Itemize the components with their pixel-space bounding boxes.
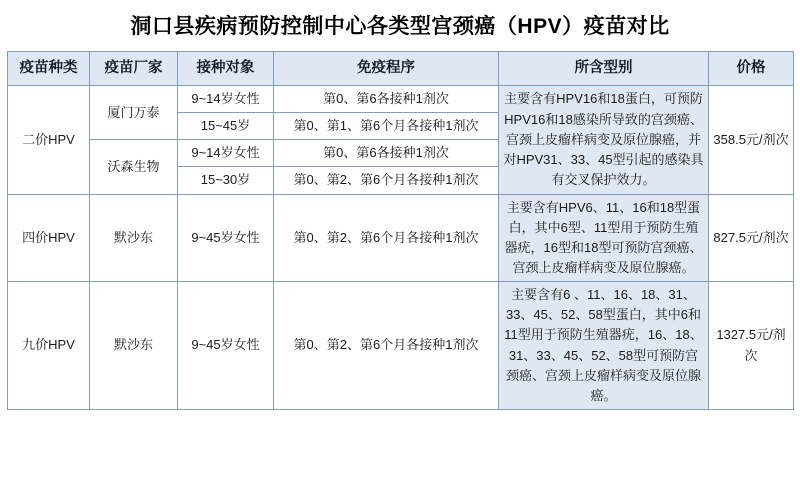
column-header-price: 价格 — [709, 52, 794, 86]
cell-target-population: 9~45岁女性 — [178, 282, 274, 410]
cell-target-population: 9~45岁女性 — [178, 194, 274, 282]
cell-manufacturer: 默沙东 — [90, 194, 178, 282]
cell-immunization-program: 第0、第6各接种1剂次 — [274, 86, 499, 113]
table-header-row — [8, 52, 794, 86]
column-header-manufacturer: 疫苗厂家 — [90, 52, 178, 86]
table-header — [8, 52, 794, 86]
cell-price: 1327.5元/剂次 — [709, 282, 794, 410]
cell-immunization-program: 第0、第2、第6个月各接种1剂次 — [274, 167, 499, 194]
vaccine-comparison-table — [7, 51, 794, 410]
column-header-kind: 疫苗种类 — [8, 52, 90, 86]
table-body — [8, 86, 794, 410]
cell-included-types: 主要含有HPV16和18蛋白，可预防HPV16和18感染所导致的宫颈癌、宫颈上皮瘤样病变及原位腺癌，并对HPV31、33、45型引起的感染具有交叉保护效力。 — [499, 86, 709, 195]
table-row — [8, 194, 794, 282]
cell-immunization-program: 第0、第1、第6个月各接种1剂次 — [274, 113, 499, 140]
table-row — [8, 86, 794, 113]
column-header-program: 免疫程序 — [274, 52, 499, 86]
cell-target-population: 15~45岁 — [178, 113, 274, 140]
cell-vaccine-kind: 九价HPV — [8, 282, 90, 410]
cell-target-population: 9~14岁女性 — [178, 140, 274, 167]
cell-vaccine-kind: 二价HPV — [8, 86, 90, 195]
column-header-target: 接种对象 — [178, 52, 274, 86]
cell-immunization-program: 第0、第6各接种1剂次 — [274, 140, 499, 167]
cell-immunization-program: 第0、第2、第6个月各接种1剂次 — [274, 194, 499, 282]
cell-manufacturer: 厦门万泰 — [90, 86, 178, 140]
cell-price: 358.5元/剂次 — [709, 86, 794, 195]
cell-target-population: 15~30岁 — [178, 167, 274, 194]
cell-target-population: 9~14岁女性 — [178, 86, 274, 113]
cell-vaccine-kind: 四价HPV — [8, 194, 90, 282]
table-row — [8, 282, 794, 410]
cell-included-types: 主要含有6 、11、16、18、31、33、45、52、58型蛋白，其中6和11型用于预防生殖器疣，16、18、31、33、45、52、58型可预防宫颈癌、宫颈上皮瘤样病变及原位腺癌。 — [499, 282, 709, 410]
page-title: 洞口县疾病预防控制中心各类型宫颈癌（HPV）疫苗对比 — [130, 15, 670, 38]
cell-manufacturer: 沃森生物 — [90, 140, 178, 194]
cell-manufacturer: 默沙东 — [90, 282, 178, 410]
cell-included-types: 主要含有HPV6、11、16和18型蛋白，其中6型、11型用于预防生殖器疣，16型和18型可预防宫颈癌、宫颈上皮瘤样病变及原位腺癌。 — [499, 194, 709, 282]
cell-immunization-program: 第0、第2、第6个月各接种1剂次 — [274, 282, 499, 410]
cell-price: 827.5元/剂次 — [709, 194, 794, 282]
column-header-types: 所含型别 — [499, 52, 709, 86]
